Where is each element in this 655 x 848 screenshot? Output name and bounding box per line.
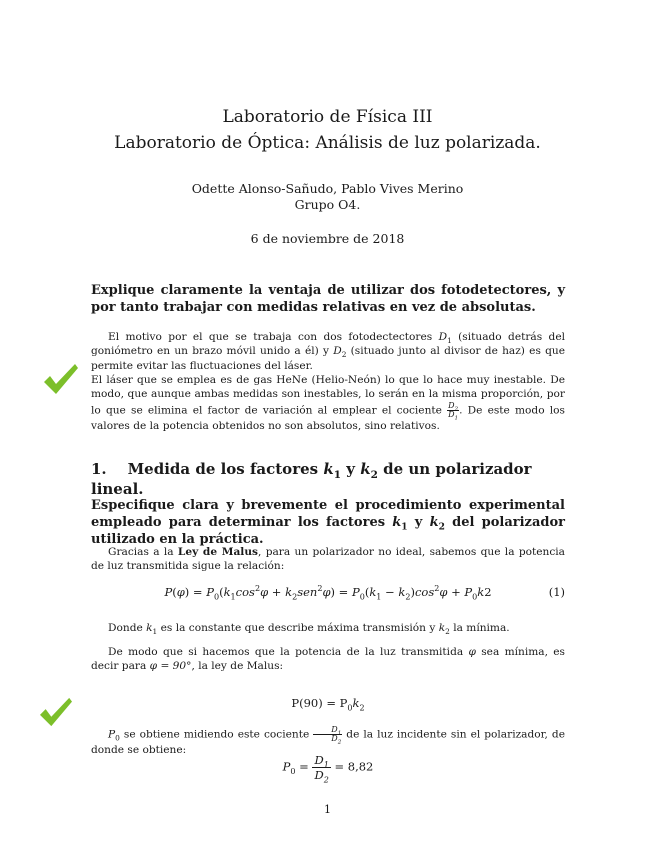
equation-p90: $P(90) = P_0k_2$	[291, 696, 365, 713]
equation-malus: $P(\varphi) = P_0(k_1\cos^2\varphi + k_2sen^2\varphi) = P_0(k_1 - k_2)\cos^2\varphi + P_0k2$	[164, 584, 492, 602]
equation-p0: $P_0$ = $\frac{D_1}{D_2}$ = 8,82	[282, 753, 374, 785]
page-number: 1	[324, 803, 331, 816]
group: Grupo O4.	[294, 197, 361, 212]
question-1-paragraph-2: El láser que se emplea es de gas HeNe (Helio-Neón) lo que lo hace muy inestable. De modo, que aunque ambas medidas son inestables, lo serán en la misma proporción, por lo que se elimina el factor de variación al emplear el cociente $\frac{D_2}{D_1}$ . De este modo los valores de la potencia obtenidos no son absolutos, sino relativos.	[91, 374, 565, 432]
question-2-paragraph-3: De modo que si hacemos que la potencia de la luz transmitida φ sea mínima, es decir para φ = 90°, la ley de Malus:	[91, 646, 565, 673]
equation-1-number: (1)	[548, 585, 565, 599]
title-line-2: Laboratorio de Óptica: Análisis de luz polarizada.	[114, 133, 541, 153]
date: 6 de noviembre de 2018	[250, 231, 405, 246]
question-2-paragraph-4: $P_0$ se obtiene midiendo este cociente $\frac{D_1}{D_2}$ de la luz incidente sin el polarizador, de donde se obtiene:	[91, 725, 565, 756]
checkmark-icon	[38, 696, 74, 728]
title-line-1: Laboratorio de Física III	[222, 107, 433, 127]
authors: Odette Alonso-Sañudo, Pablo Vives Merino	[191, 181, 464, 196]
question-1-paragraph-1: El motivo por el que se trabaja con dos fotodectectores $D_1$ (situado detrás del goniómetro en un brazo móvil unido a él) y $D_2$ (situado junto al divisor de haz) es que permite evitar las fluctuaciones del láser.	[91, 331, 565, 372]
question-1-heading: Explique claramente la ventaja de utilizar dos fotodetectores, y por tanto trabajar con medidas relativas en vez de absolutas.	[91, 283, 565, 315]
checkmark-icon	[42, 362, 80, 396]
ratio-d1-d2-display: $\frac{D_1}{D_2}$	[314, 753, 329, 785]
ratio-d2-d1: $\frac{D_2}{D_1}$	[448, 400, 459, 422]
question-2-paragraph-2: Donde $k_1$ es la constante que describe máxima transmisión y $k_2$ la mínima.	[108, 622, 510, 637]
question-2-heading: Especifique clara y brevemente el procedimiento experimental empleado para determinar los factores $k_1$ y $k_2$ del polarizador utilizado en la práctica.	[91, 498, 565, 547]
section-1-heading: 1. Medida de los factores $k_1$ y $k_2$ de un polarizador lineal.	[91, 460, 532, 498]
ratio-d1-d2: $\frac{D_1}{D_2}$	[313, 726, 342, 743]
question-2-paragraph-1: Gracias a la Ley de Malus, para un polarizador no ideal, sabemos que la potencia de luz transmitida sigue la relación:	[91, 546, 565, 573]
